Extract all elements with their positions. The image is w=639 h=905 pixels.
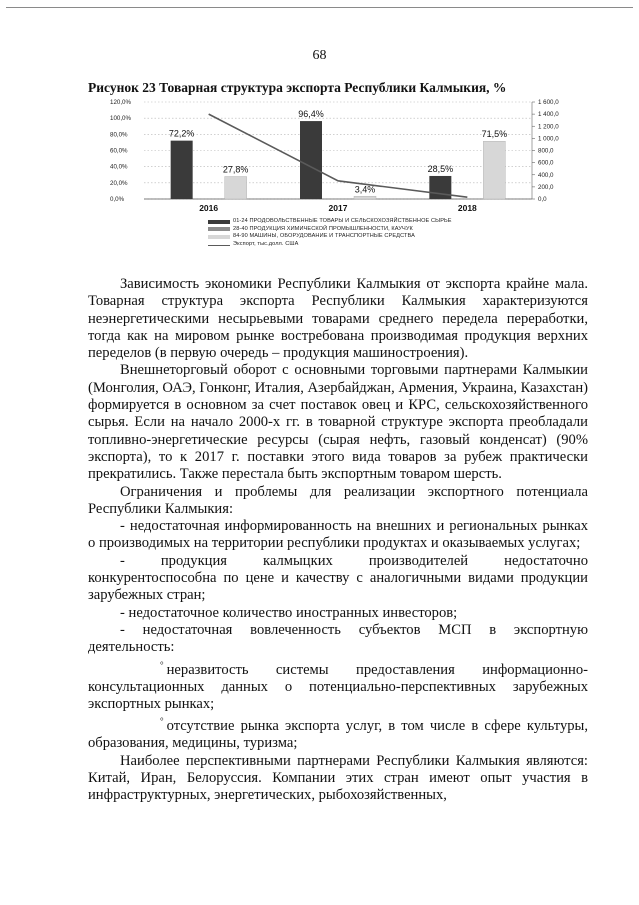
paragraph-text: неразвитость системы предоставления информационно-консультационных данных о потенциально-перспективных зарубежных экспортных рынках;: [88, 661, 588, 712]
y-right-tick-label: 800,0: [538, 147, 554, 155]
bar: [171, 141, 193, 199]
y-right-tick-label: 600,0: [538, 159, 554, 167]
y-left-tick-label: 100,0%: [110, 115, 131, 123]
list-paragraph: [88, 553, 588, 605]
paragraph: [88, 362, 588, 483]
y-right-tick-label: 1 000,0: [538, 135, 559, 143]
legend-item: [208, 218, 452, 226]
bar: [225, 177, 247, 199]
paragraph: [88, 753, 588, 805]
legend-label: 84-90 МАШИНЫ, ОБОРУДОВАНИЕ И ТРАНСПОРТНЫЕ СРЕДСТВА: [233, 233, 416, 240]
bar-data-label: 27,8%: [222, 164, 249, 175]
list-paragraph: [88, 622, 588, 657]
x-tick-label: 2016: [199, 203, 219, 213]
legend-item: [208, 233, 452, 241]
y-left-tick-label: 0,0%: [110, 196, 125, 203]
bullet-paragraph: [88, 657, 588, 714]
export-line: [209, 114, 468, 197]
top-rule: [6, 7, 633, 8]
y-right-tick-label: 400,0: [538, 171, 554, 179]
bar: [300, 121, 322, 199]
figure-caption: Рисунок 23 Товарная структура экспорта Республики Калмыкия, %: [88, 80, 507, 95]
list-paragraph: [88, 518, 588, 553]
bullet-marker-icon: °: [160, 659, 164, 670]
y-left-tick-label: 40,0%: [110, 163, 128, 171]
y-right-tick-label: 0,0: [538, 196, 547, 203]
legend-label: Экспорт, тыс.долл. США: [233, 240, 299, 247]
chart-legend: [208, 218, 452, 248]
bar: [483, 141, 505, 199]
y-right-tick-label: 1 600,0: [538, 99, 559, 106]
bullet-paragraph: [88, 713, 588, 752]
y-left-tick-label: 120,0%: [110, 99, 131, 106]
body-text: [88, 276, 588, 805]
bar-data-label: 72,2%: [168, 128, 195, 139]
legend-swatch: [208, 235, 230, 239]
y-left-tick-label: 60,0%: [110, 147, 128, 155]
legend-label: 28-40 ПРОДУКЦИЯ ХИМИЧЕСКОЙ ПРОМЫШЛЕННОСТИ, КАУЧУК: [233, 225, 413, 232]
bar-data-label: 28,5%: [427, 163, 454, 174]
list-paragraph: [88, 605, 588, 622]
legend-swatch: [208, 220, 230, 224]
y-right-tick-label: 1 400,0: [538, 111, 559, 119]
bullet-marker-icon: °: [160, 716, 164, 727]
legend-label: 01-24 ПРОДОВОЛЬСТВЕННЫЕ ТОВАРЫ И СЕЛЬСКОХОЗЯЙСТВЕННОЕ СЫРЬЕ: [233, 218, 452, 224]
legend-item: [208, 226, 452, 234]
page-number: 68: [312, 48, 327, 63]
y-right-tick-label: 200,0: [538, 183, 554, 191]
y-right-tick-label: 1 200,0: [538, 123, 559, 131]
paragraph-text: - недостаточная вовлеченность субъектов МСП в экспортную деятельность:: [88, 621, 588, 656]
bar: [354, 196, 376, 199]
legend-item: [208, 241, 452, 249]
bar-data-label: 71,5%: [481, 129, 508, 140]
legend-swatch: [208, 245, 230, 246]
paragraph: [88, 276, 588, 362]
paragraph: [88, 484, 588, 519]
paragraph-text: Наиболее перспективными партнерами Республики Калмыкия являются: Китай, Иран, Белоруссия. Компании этих стран имеют опыт участия в инфраструктурных, энергетических, рыбохозяйственных,: [88, 752, 588, 804]
bar-data-label: 3,4%: [354, 184, 376, 195]
legend-swatch: [208, 227, 230, 231]
paragraph-text: - недостаточное количество иностранных инвесторов;: [120, 604, 458, 621]
y-left-tick-label: 80,0%: [110, 131, 128, 139]
paragraph-text: Ограничения и проблемы для реализации экспортного потенциала Республики Калмыкия:: [88, 483, 588, 517]
paragraph-text: - продукция калмыцких производителей недостаточно конкурентоспособна по цене и качеству с аналогичными видами продукции зарубежных стран;: [88, 552, 588, 604]
paragraph-text: отсутствие рынка экспорта услуг, в том числе в сфере культуры, образования, медицины, туризма;: [88, 718, 588, 752]
paragraph-text: Зависимость экономики Республики Калмыкия от экспорта крайне мала. Товарная структура экспорта Республики Калмыкия характеризуются неэнергетическими несырьевыми товарами среднего передела переработки, тогда как на мировом рынке востребована производимая продукция верхних переделов (в первую очередь – продукция машиностроения).: [88, 276, 588, 362]
x-tick-label: 2017: [328, 203, 348, 213]
y-left-tick-label: 20,0%: [110, 179, 128, 187]
x-tick-label: 2018: [457, 203, 477, 213]
paragraph-text: Внешнеторговый оборот с основными торговыми партнерами Калмыкии (Монголия, ОАЭ, Гонконг, Италия, Азербайджан, Армения, Украина, Казахстан) формируется в основном за счет поставок овец и КРС, сельскохозяйственного сырья. Если на начало 2000-х гг. в товарной структуре экспорта преобладали топливно-энергетические ресурсы (сырая нефть, газовый конденсат) (90% экспорта), то к 2017 г. поставки этого вида товаров за рубеж практически прекратились. Также перестала быть экспортным товаром шерсть.: [88, 362, 588, 483]
bar-data-label: 96,4%: [298, 109, 324, 120]
paragraph-text: - недостаточная информированность на внешних и региональных рынках о производимых на территории республики продуктах и оказываемых услугах;: [88, 518, 588, 552]
